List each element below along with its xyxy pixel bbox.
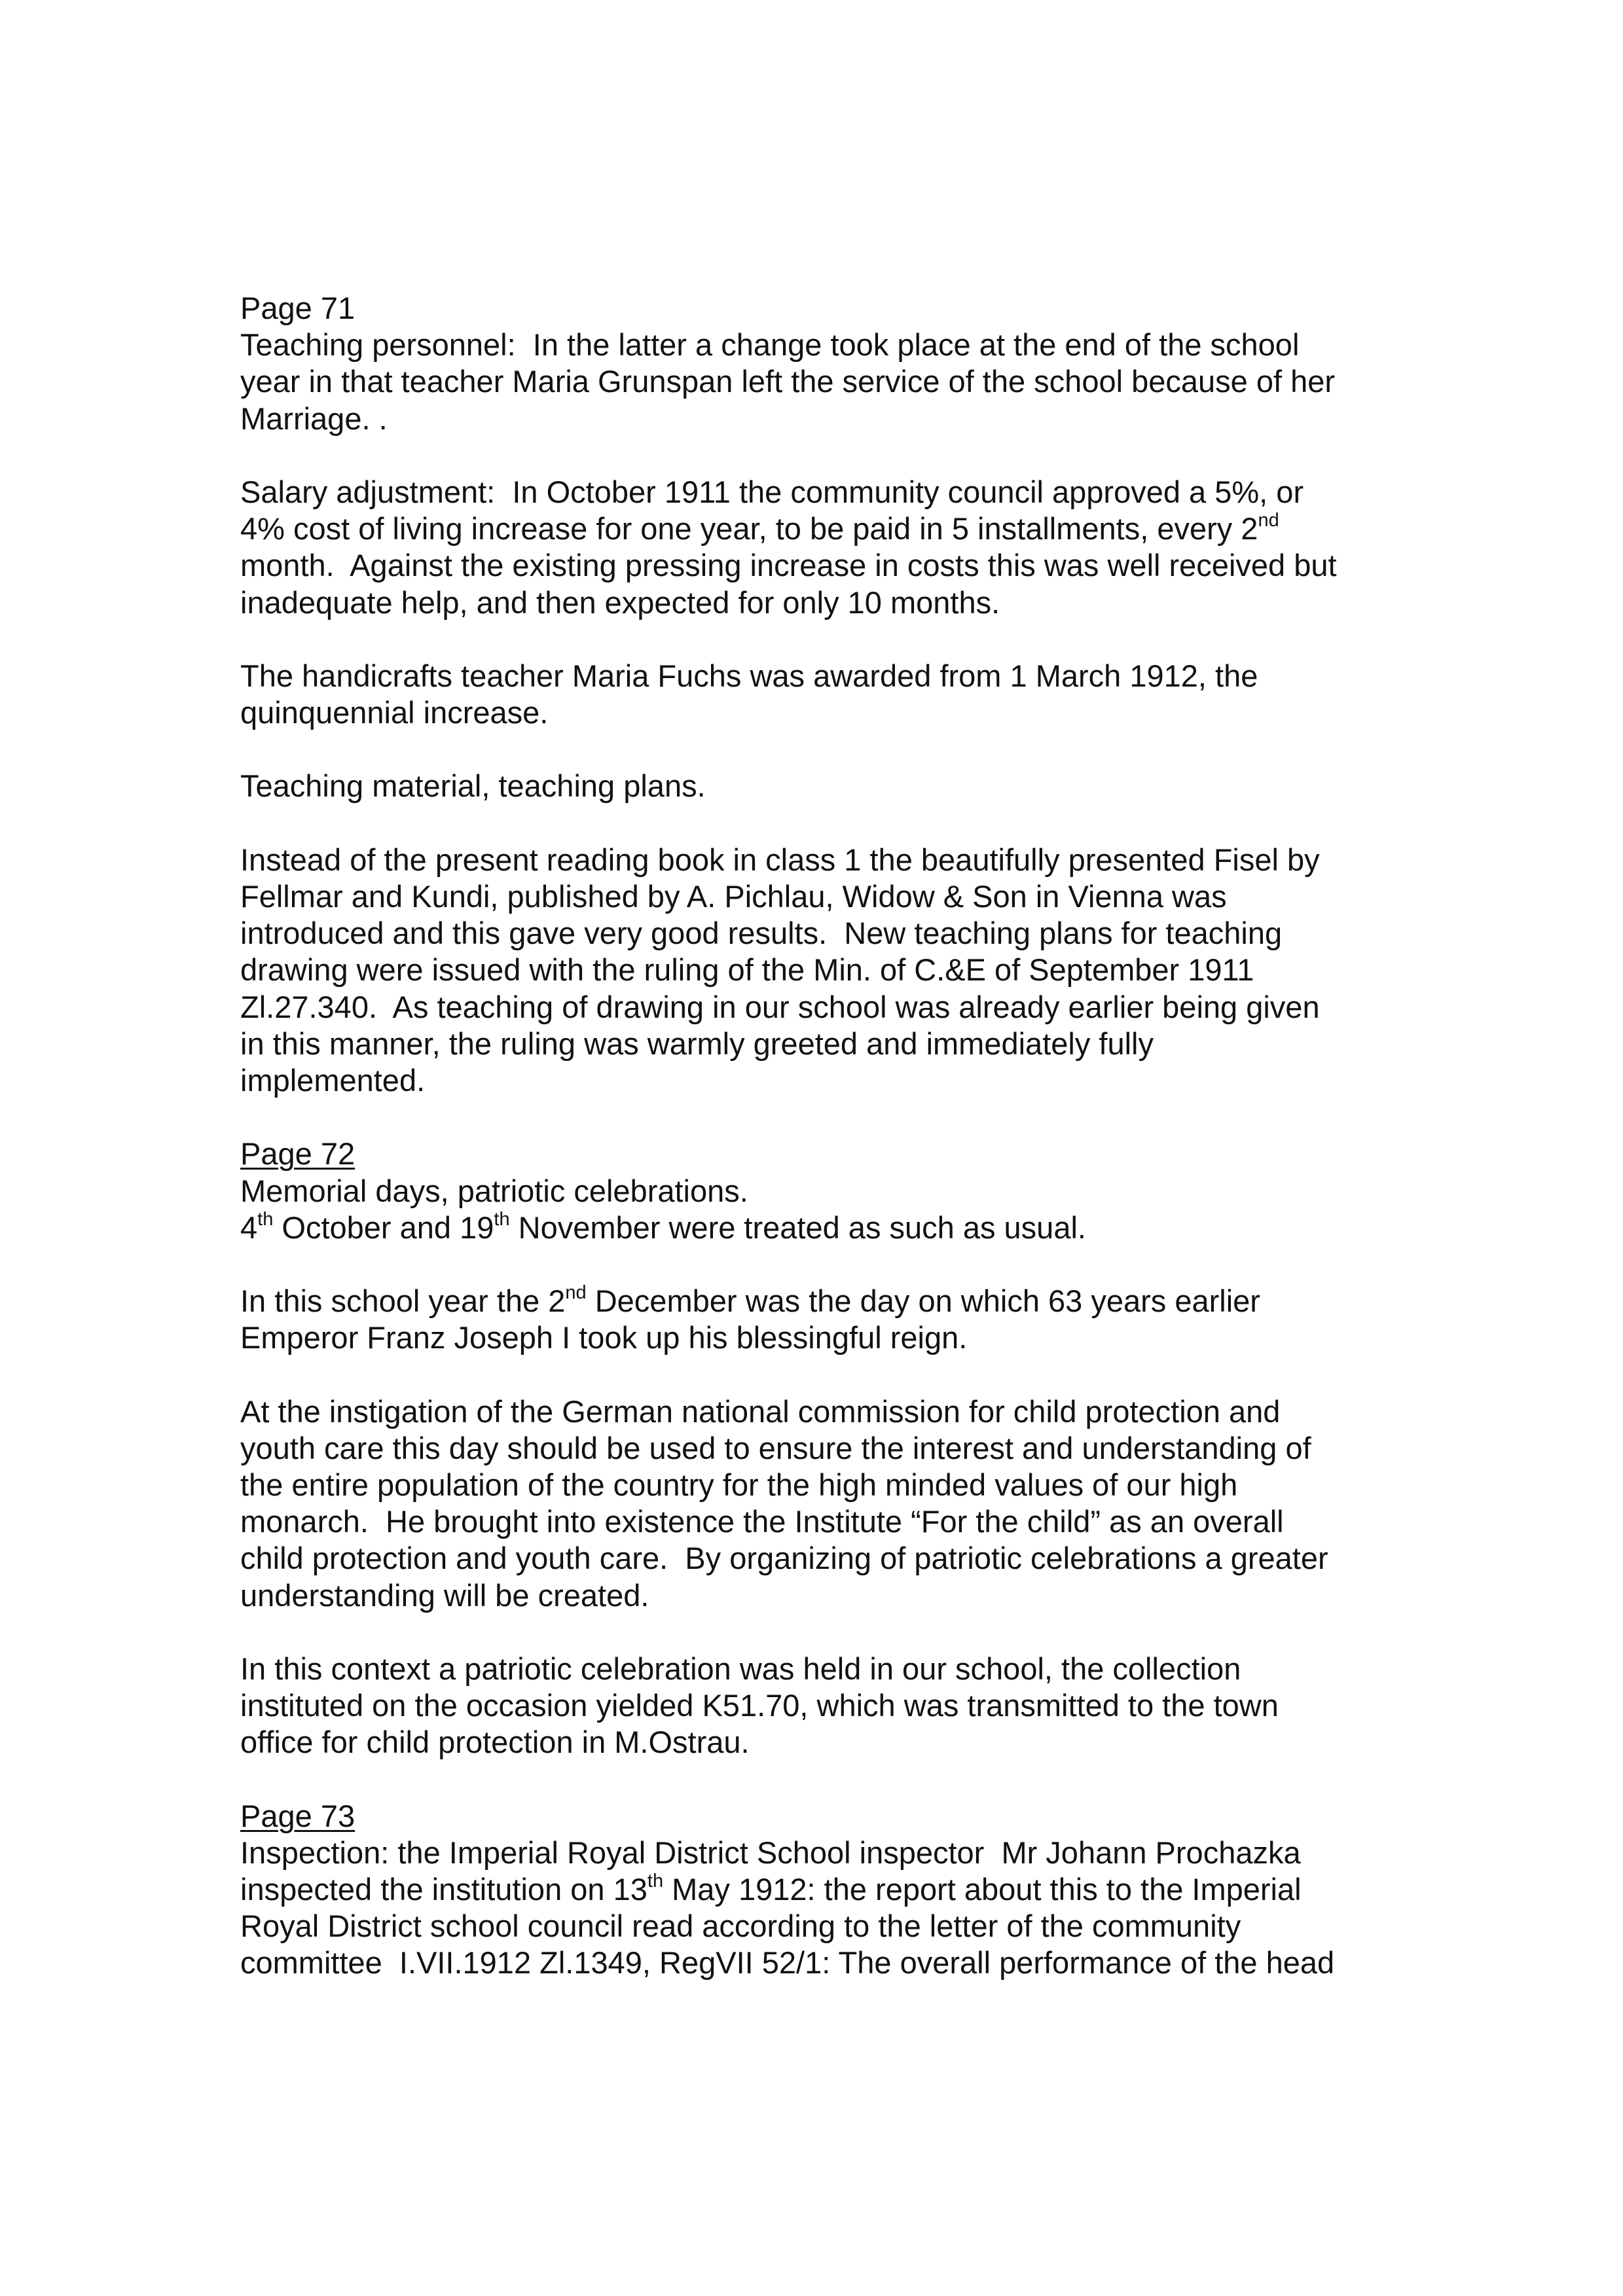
text-run: child protection and youth care. By organizing of patriotic celebrations a greater: [240, 1541, 1328, 1576]
paragraph: [240, 474, 1393, 621]
text-line: [240, 1173, 1393, 1210]
text-run: December was the day on which 63 years earlier: [586, 1283, 1260, 1319]
text-line: [240, 694, 1393, 731]
text-line: [240, 547, 1393, 584]
text-line: [240, 915, 1393, 952]
text-line: [240, 1945, 1393, 1981]
text-line: [240, 1577, 1393, 1614]
text-run: in this manner, the ruling was warmly greeted and immediately fully: [240, 1026, 1154, 1061]
paragraph: [240, 1210, 1393, 1246]
text-line: [240, 1393, 1393, 1430]
page-heading: Page 73: [240, 1798, 356, 1833]
document-body: [240, 290, 1393, 1982]
text-run: Inspection: the Imperial Royal District School inspector Mr Johann Prochazka: [240, 1835, 1301, 1870]
paragraph-spacer: [240, 805, 1393, 842]
text-line: [240, 1908, 1393, 1945]
paragraph-spacer: [240, 1099, 1393, 1136]
text-line: [240, 1062, 1393, 1099]
text-run: Royal District school council read according to the letter of the community: [240, 1909, 1241, 1944]
text-run: Zl.27.340. As teaching of drawing in our school was already earlier being given: [240, 989, 1320, 1024]
paragraph: [240, 327, 1393, 437]
paragraph: [240, 1798, 1393, 1835]
text-line: [240, 1540, 1393, 1577]
text-run: May 1912: the report about this to the Imperial: [663, 1872, 1302, 1907]
ordinal-superscript: nd: [565, 1282, 587, 1304]
paragraph: [240, 1651, 1393, 1761]
text-run: In this context a patriotic celebration was held in our school, the collection: [240, 1651, 1241, 1686]
paragraph-spacer: [240, 621, 1393, 658]
text-line: [240, 658, 1393, 694]
text-line: [240, 1430, 1393, 1467]
text-run: At the instigation of the German national commission for child protection and: [240, 1393, 1281, 1429]
text-run: Emperor Franz Joseph I took up his blessingful reign.: [240, 1320, 968, 1355]
text-line: [240, 290, 1393, 327]
text-line: [240, 1687, 1393, 1724]
paragraph: [240, 768, 1393, 804]
paragraph: [240, 842, 1393, 1099]
text-line: [240, 952, 1393, 988]
text-run: October and 19: [273, 1210, 494, 1245]
text-line: [240, 1503, 1393, 1540]
text-run: Page 71: [240, 291, 356, 325]
text-run: year in that teacher Maria Grunspan left the service of the school because of her: [240, 364, 1336, 399]
paragraph-spacer: [240, 1356, 1393, 1393]
text-run: implemented.: [240, 1062, 426, 1098]
text-line: [240, 1283, 1393, 1319]
text-run: 4% cost of living increase for one year, to be paid in 5 installments, every 2: [240, 511, 1258, 547]
paragraph: [240, 290, 1393, 327]
ordinal-superscript: th: [257, 1208, 274, 1230]
paragraph: [240, 1283, 1393, 1356]
text-run: Instead of the present reading book in class 1 the beautifully presented Fisel by: [240, 842, 1320, 877]
text-line: [240, 1798, 1393, 1835]
text-line: [240, 401, 1393, 437]
paragraph-spacer: [240, 1614, 1393, 1651]
text-line: [240, 842, 1393, 878]
text-line: [240, 1835, 1393, 1871]
text-line: [240, 584, 1393, 621]
text-line: [240, 878, 1393, 915]
paragraph: [240, 1393, 1393, 1614]
text-line: [240, 1319, 1393, 1356]
text-line: [240, 1467, 1393, 1503]
ordinal-superscript: th: [647, 1871, 664, 1892]
text-run: month. Against the existing pressing increase in costs this was well received but: [240, 548, 1337, 583]
paragraph-spacer: [240, 731, 1393, 768]
text-run: The handicrafts teacher Maria Fuchs was awarded from 1 March 1912, the: [240, 658, 1258, 693]
text-line: [240, 1210, 1393, 1246]
text-run: office for child protection in M.Ostrau.: [240, 1725, 750, 1760]
text-run: quinquennial increase.: [240, 695, 549, 730]
text-line: [240, 327, 1393, 363]
ordinal-superscript: th: [494, 1208, 510, 1230]
text-line: [240, 474, 1393, 511]
paragraph: [240, 1173, 1393, 1210]
text-run: committee I.VII.1912 Zl.1349, RegVII 52/1: The overall performance of the head: [240, 1945, 1335, 1981]
text-run: Memorial days, patriotic celebrations.: [240, 1173, 748, 1208]
text-line: [240, 1026, 1393, 1062]
paragraph: [240, 1136, 1393, 1172]
text-line: [240, 1871, 1393, 1908]
paragraph: [240, 658, 1393, 731]
text-line: [240, 989, 1393, 1026]
text-run: introduced and this gave very good results. New teaching plans for teaching: [240, 916, 1283, 951]
text-line: [240, 1136, 1393, 1172]
text-run: Marriage. .: [240, 401, 388, 436]
text-run: instituted on the occasion yielded K51.70, which was transmitted to the town: [240, 1688, 1279, 1723]
text-run: inspected the institution on 13: [240, 1872, 647, 1907]
text-line: [240, 511, 1393, 547]
text-run: Teaching personnel: In the latter a change took place at the end of the school: [240, 327, 1300, 363]
text-run: Salary adjustment: In October 1911 the community council approved a 5%, or: [240, 474, 1304, 509]
text-run: November were treated as such as usual.: [509, 1210, 1086, 1245]
text-run: monarch. He brought into existence the Institute “For the child” as an overall: [240, 1504, 1284, 1539]
text-run: Teaching material, teaching plans.: [240, 768, 706, 804]
text-run: drawing were issued with the ruling of the Min. of C.&E of September 1911: [240, 952, 1254, 988]
text-run: the entire population of the country for the high minded values of our high: [240, 1467, 1238, 1502]
text-line: [240, 1724, 1393, 1761]
text-line: [240, 1651, 1393, 1687]
text-run: inadequate help, and then expected for only 10 months.: [240, 584, 1000, 620]
text-run: youth care this day should be used to ensure the interest and understanding of: [240, 1430, 1311, 1465]
text-line: [240, 363, 1393, 400]
text-line: [240, 768, 1393, 804]
paragraph-spacer: [240, 437, 1393, 474]
text-run: understanding will be created.: [240, 1577, 649, 1613]
paragraph: [240, 1835, 1393, 1982]
paragraph-spacer: [240, 1246, 1393, 1283]
ordinal-superscript: nd: [1258, 510, 1279, 531]
text-run: 4: [240, 1210, 258, 1245]
paragraph-spacer: [240, 1761, 1393, 1798]
text-run: Fellmar and Kundi, published by A. Pichlau, Widow & Son in Vienna was: [240, 879, 1227, 914]
page-heading: Page 72: [240, 1136, 356, 1172]
text-run: In this school year the 2: [240, 1283, 566, 1319]
